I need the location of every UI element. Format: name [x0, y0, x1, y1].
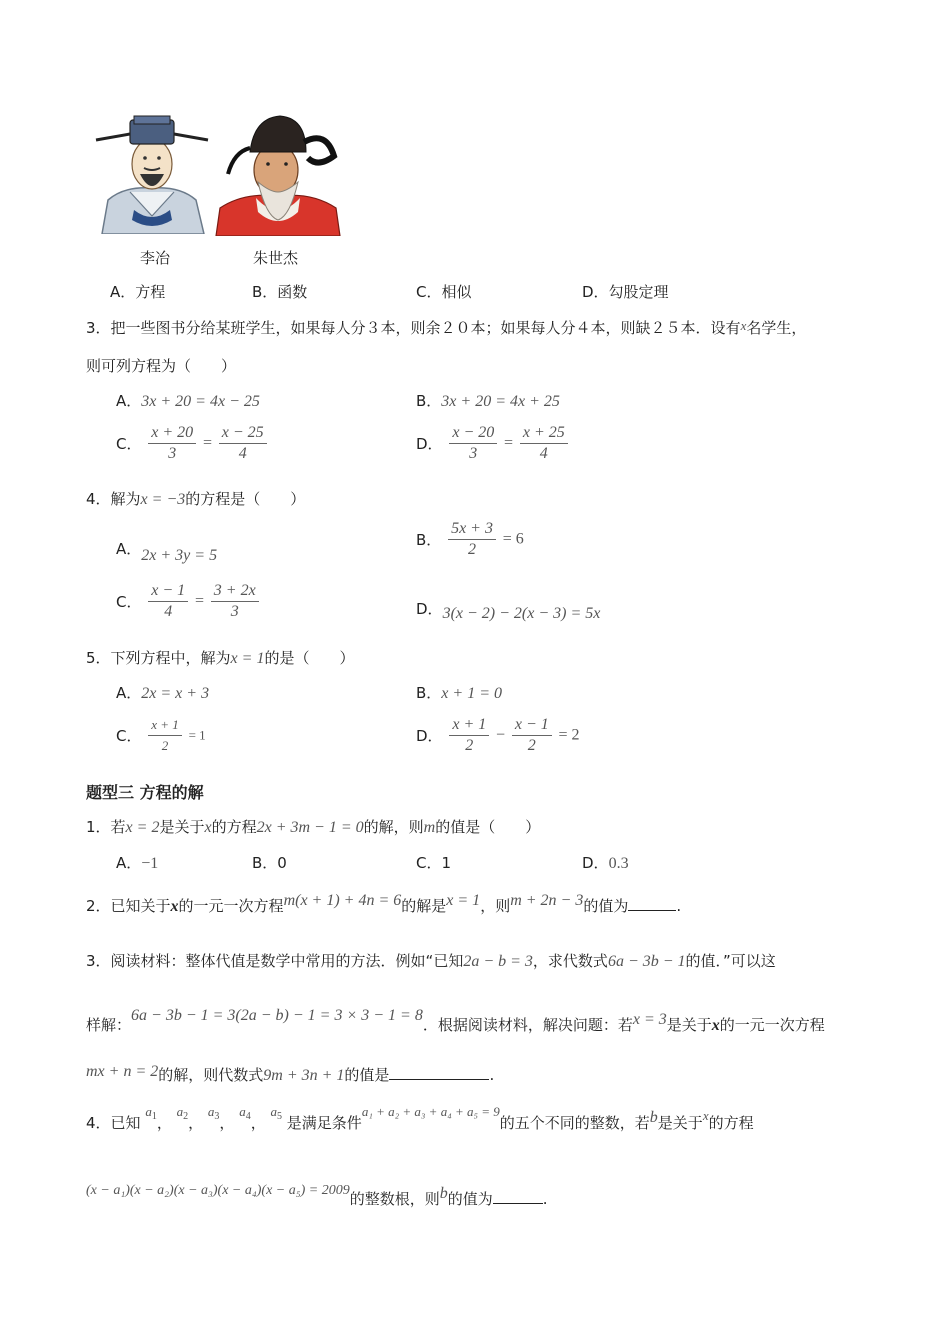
q4-option-d: [416, 598, 601, 622]
s3-eq-3: 6a − 3b − 1 = 3(2a − b) − 1 = 3 × 3 − 1 = 8: [131, 1007, 423, 1024]
s4-a2: a: [176, 1104, 184, 1119]
q3-option-b-eq: 3x + 20 = 4x + 25: [441, 393, 560, 410]
s4-a5-sub: 5: [277, 1111, 283, 1122]
s4-condition: a₁ + a₂ + a₃ + a₄ + a₅ = 9: [361, 1104, 500, 1119]
s4-text-2: 是满足条件: [286, 1114, 362, 1132]
q4-c-den1: 4: [164, 603, 173, 620]
q5-option-a-label: A．: [116, 684, 142, 702]
portrait-zhu-shijie: [214, 112, 342, 236]
q5-suffix: 的是（ ）: [264, 649, 355, 667]
q5-stem: [86, 647, 354, 668]
q3-option-d: D． $\frac{x - 20}{3}$ = $\frac{x + 25}{4}$: [416, 424, 570, 463]
s3-answer-blank[interactable]: [389, 1065, 489, 1080]
q4-option-d-label: D．: [416, 600, 443, 618]
q4-prefix: 4．解为: [86, 490, 141, 508]
s4-a4: a: [239, 1104, 246, 1119]
q3-option-b: [416, 390, 560, 411]
s2-end: .: [676, 897, 682, 915]
q3-option-a-label: A．: [116, 392, 142, 410]
s3-line3: [86, 1064, 494, 1085]
s1-option-d-value: 0.3: [608, 855, 629, 872]
s1-text-4: 的解，则: [363, 818, 424, 836]
s4-answer-blank[interactable]: [493, 1189, 543, 1204]
s4-comma-3: ，: [219, 1114, 235, 1132]
q3-d-den2: 4: [539, 445, 548, 462]
q4-eq: x = −3: [140, 491, 186, 508]
q3-option-b-label: B．: [416, 392, 442, 410]
q3-option-c-label: C．: [116, 435, 142, 453]
s4-a2-sub: 2: [183, 1111, 189, 1122]
s3-text-8: 的解，则代数式: [158, 1066, 264, 1084]
s3-eq-2: 6a − 3b − 1: [607, 953, 686, 970]
q5-eq: x = 1: [230, 650, 265, 667]
q4-option-c-label: C．: [116, 593, 142, 611]
s3-eq-5: mx + n = 2: [86, 1063, 159, 1080]
s2-eq-2: x = 1: [446, 892, 481, 909]
q5-option-b: [416, 682, 502, 703]
s3-text-4: 样解：: [86, 1016, 132, 1034]
s4-text-6: 的整数根，则: [349, 1190, 440, 1208]
q2-option-b: B．函数: [252, 283, 308, 301]
s4-a1-sub: 1: [151, 1111, 157, 1122]
s4-text-4: 是关于: [657, 1114, 703, 1132]
portrait-li-ye: [94, 112, 210, 234]
q4-c-den2: 3: [230, 603, 239, 620]
q5-option-d-label: D．: [416, 727, 443, 745]
q2-option-c: C．相似: [416, 283, 472, 301]
s3-text-6: 是关于: [666, 1016, 712, 1034]
q2-option-d: D．勾股定理: [582, 283, 669, 301]
q5-option-c-label: C．: [116, 727, 142, 745]
q5-d-rhs: = 2: [558, 726, 580, 744]
s1-text-2: 是关于: [159, 818, 205, 836]
s4-var-x: x: [702, 1108, 709, 1123]
s1-eq-1: x = 2: [125, 819, 160, 836]
s4-text-7: 的值为: [447, 1190, 493, 1208]
portrait-zhu-shijie-image: [214, 112, 342, 236]
s2-text-3: 的解是: [401, 897, 447, 915]
q4-b-rhs: = 6: [502, 530, 524, 548]
s4-line2: [86, 1183, 548, 1209]
caption-li-ye: 李冶: [140, 249, 171, 267]
q3-d-den1: 3: [469, 445, 478, 462]
s4-comma-2: ，: [188, 1114, 204, 1132]
s3-var-x: x: [711, 1017, 720, 1034]
s1-eq-2: 2x + 3m − 1 = 0: [256, 819, 364, 836]
s4-a5: a: [270, 1104, 278, 1119]
q3-stem-text-b: 名学生，: [746, 319, 807, 337]
s4-a3-sub: 3: [214, 1111, 220, 1122]
q4-stem: [86, 488, 305, 509]
s3-text-1: 3．阅读材料：整体代值是数学中常用的方法．例如“已知: [86, 952, 464, 970]
s4-end: .: [542, 1190, 548, 1208]
s3-line2: [86, 1007, 825, 1035]
caption-zhu-shijie: 朱世杰: [253, 249, 299, 267]
q3-option-c: C． $\frac{x + 20}{3}$ = $\frac{x - 25}{4}$: [116, 424, 269, 463]
q4-c-num2: 3 + 2x: [211, 582, 259, 602]
s1-option-a-label: A．: [116, 854, 142, 872]
s2-eq-3: m + 2n − 3: [510, 892, 584, 909]
q3-stem-text-a: 3．把一些图书分给某班学生，如果每人分３本，则余２０本；如果每人分４本，则缺２５本．设有: [86, 319, 741, 337]
q3-d-num1: x − 20: [449, 424, 497, 444]
s1-text-1: 1．若: [86, 818, 126, 836]
s1-var-m: m: [423, 819, 436, 836]
s3-end: .: [489, 1066, 495, 1084]
s4-comma-1: ，: [156, 1114, 172, 1132]
s3-eq-6: 9m + 3n + 1: [263, 1067, 345, 1084]
q5-option-b-label: B．: [416, 684, 442, 702]
q5-option-d: D． $\frac{x + 1}{2}$ − $\frac{x - 1}{2}$ = 2: [416, 716, 580, 754]
s2-var-x: x: [170, 898, 179, 915]
q5-option-a-eq: 2x = x + 3: [141, 685, 210, 702]
q5-d-den2: 2: [527, 737, 536, 754]
s1-option-d-label: D．: [582, 854, 609, 872]
s4-a3: a: [207, 1104, 215, 1119]
q4-option-b-label: B．: [416, 531, 442, 549]
q4-suffix: 的方程是（ ）: [185, 490, 306, 508]
s1-option-a: [116, 852, 158, 873]
q5-option-b-eq: x + 1 = 0: [441, 685, 502, 702]
q5-prefix: 5．下列方程中，解为: [86, 649, 231, 667]
q3-option-a-eq: 3x + 20 = 4x − 25: [141, 393, 260, 410]
q4-option-d-eq: 3(x − 2) − 2(x − 3) = 5x: [442, 605, 601, 622]
s2-stem: [86, 892, 682, 916]
s4-a4-sub: 4: [245, 1111, 251, 1122]
s1-stem: [86, 816, 540, 837]
s1-text-5: 的值是（ ）: [435, 818, 541, 836]
s4-var-b: b: [649, 1109, 658, 1126]
s3-text-9: 的值是: [344, 1066, 390, 1084]
s2-text-5: 的值为: [583, 897, 629, 915]
s4-text-5: 的方程: [708, 1114, 754, 1132]
q4-b-den: 2: [468, 541, 477, 558]
s3-text-7: 的一元一次方程: [719, 1016, 825, 1034]
portrait-li-ye-image: [94, 112, 210, 234]
s1-option-a-value: −1: [141, 855, 159, 872]
s1-text-3: 的方程: [211, 818, 257, 836]
s1-option-d: [582, 852, 629, 873]
q5-c-rhs: = 1: [188, 727, 206, 743]
q5-c-num: x + 1: [148, 716, 182, 736]
q5-option-c: [116, 716, 206, 755]
s2-text-1: 2．已知关于: [86, 897, 171, 915]
q5-c-den: 2: [161, 738, 169, 753]
q3-c-num1: x + 20: [148, 424, 196, 444]
s3-text-2: ，求代数式: [532, 952, 608, 970]
q2-option-a: A．方程: [110, 283, 166, 301]
s4-line1: [86, 1104, 754, 1134]
s4-comma-4: ，: [250, 1114, 266, 1132]
q3-c-num2: x − 25: [219, 424, 267, 444]
s4-var-b-2: b: [439, 1185, 448, 1202]
s1-option-c: C．1: [416, 854, 452, 872]
q3-stem-line2: 则可列方程为（ ）: [86, 357, 237, 375]
q5-d-num1: x + 1: [449, 716, 489, 736]
s2-text-2: 的一元一次方程: [178, 897, 284, 915]
s2-eq-1: m(x + 1) + 4n = 6: [283, 892, 402, 909]
s4-text-3: 的五个不同的整数，若: [499, 1114, 650, 1132]
s1-option-b: B．0: [252, 854, 287, 872]
q4-c-num1: x − 1: [148, 582, 188, 602]
q3-d-num2: x + 25: [520, 424, 568, 444]
q4-option-a-eq: 2x + 3y = 5: [141, 547, 218, 564]
s4-a1: a: [145, 1104, 152, 1119]
s3-text-5: ．根据阅读材料，解决问题：若: [422, 1016, 633, 1034]
q3-stem-line1: [86, 317, 806, 338]
section-title: 题型三 方程的解: [86, 783, 204, 802]
s3-eq-1: 2a − b = 3: [463, 953, 533, 970]
q4-option-a-label: A．: [116, 540, 142, 558]
s3-eq-4: x = 3: [632, 1011, 667, 1028]
s2-answer-blank[interactable]: [628, 896, 676, 911]
q3-c-den2: 4: [238, 445, 247, 462]
s4-text-1: 4．已知: [86, 1114, 141, 1132]
q3-c-den1: 3: [168, 445, 177, 462]
q4-option-c: C． $\frac{x - 1}{4}$ = $\frac{3 + 2x}{3}$: [116, 582, 261, 621]
q5-option-a: [116, 682, 209, 703]
q3-option-a: [116, 390, 260, 411]
q3-var-x: x: [740, 318, 747, 333]
q4-b-num: 5x + 3: [448, 520, 496, 540]
s1-var-x: x: [204, 819, 212, 836]
q5-d-num2: x − 1: [512, 716, 552, 736]
q5-d-den1: 2: [465, 737, 474, 754]
s4-equation: (x − a₁)(x − a₂)(x − a₃)(x − a₄)(x − a₅) = 2009: [86, 1183, 350, 1198]
s2-text-4: ，则: [480, 897, 511, 915]
q4-option-b: [416, 520, 524, 559]
s3-line1: [86, 950, 776, 971]
q4-option-a: [116, 538, 218, 564]
q3-option-d-label: D．: [416, 435, 443, 453]
s3-text-3: 的值．”可以这: [685, 952, 776, 970]
